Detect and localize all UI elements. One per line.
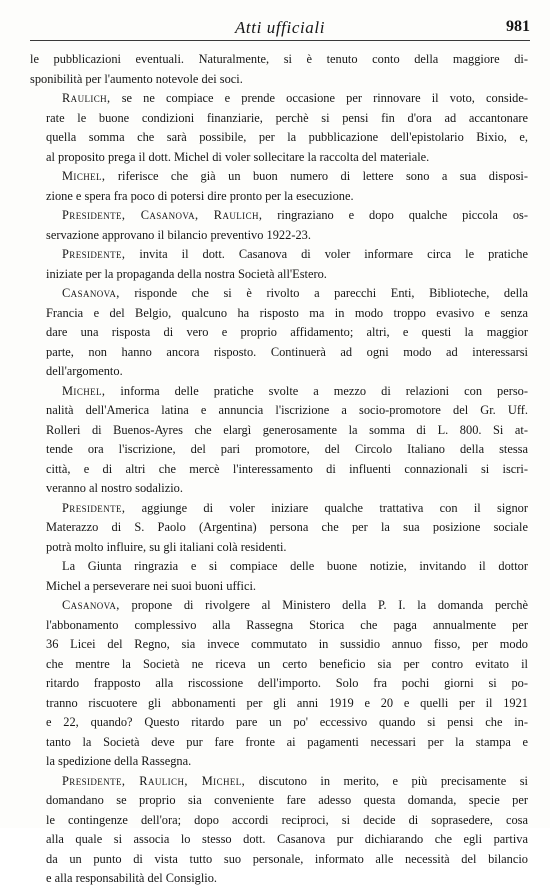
running-header xyxy=(30,18,530,41)
line-text: e alla responsabilità del Consiglio. xyxy=(46,871,218,885)
text-line xyxy=(30,460,528,480)
paragraph xyxy=(30,596,528,772)
text-line xyxy=(30,752,528,772)
text-line xyxy=(30,323,528,343)
speaker-name: Michel, xyxy=(62,383,106,398)
line-text: ringraziano e dopo qualche piccola os- xyxy=(262,208,528,222)
line-text: Materazzo di S. Paolo (Argentina) persona che per la sua posizione sociale xyxy=(46,520,528,534)
text-line xyxy=(30,674,528,694)
text-line xyxy=(30,655,528,675)
body-text xyxy=(30,50,528,889)
line-text: potrà molto influire, su gli italiani colà residenti. xyxy=(46,539,287,554)
text-line xyxy=(30,830,528,850)
line-text: sponibilità per l'aumento notevole dei soci. xyxy=(30,71,243,86)
line-text: servazione approvano il bilancio preventivo 1922-23. xyxy=(46,227,311,242)
line-text: le pubblicazioni eventuali. Naturalmente, si è tenuto conto della maggiore di- xyxy=(30,52,528,66)
text-line xyxy=(30,226,528,246)
text-line xyxy=(30,557,528,577)
line-text: la spedizione della Rassegna. xyxy=(46,754,192,768)
text-line xyxy=(30,167,528,187)
text-line xyxy=(30,304,528,324)
speaker-name: Presidente, Casanova, Raulich, xyxy=(62,208,263,222)
line-text: riferisce che già un buon numero di lettere sono a sua disposi- xyxy=(105,169,528,183)
line-text: che mentre la Società ne riceva un certo beneficio sia per contro evitato il xyxy=(46,656,528,671)
line-text: risponde che si è rivolto a parecchi Enti, Biblioteche, della xyxy=(119,286,528,300)
line-text: Rolleri di Buenos-Ayres che elargì generosamente la somma di L. 800. Si at- xyxy=(46,422,528,437)
paragraph xyxy=(30,50,528,89)
text-line xyxy=(30,616,528,636)
line-text: l'abbonamento complessivo alla Rassegna Storica che paga annualmente per xyxy=(46,617,528,632)
paragraph xyxy=(30,499,528,558)
text-line xyxy=(30,791,528,811)
text-line xyxy=(30,733,528,753)
paragraph xyxy=(30,167,528,206)
text-line xyxy=(30,499,528,519)
text-line xyxy=(30,713,528,733)
text-line xyxy=(30,362,528,382)
text-line xyxy=(30,694,528,714)
line-text: tende ora l'iscrizione, del pari promotore, del Circolo Italiano della stessa xyxy=(46,442,528,456)
line-text: informa delle pratiche svolte a mezzo di relazioni con perso- xyxy=(105,383,528,398)
line-text: zione e spera fra poco di potersi dire pronto per la esecuzione. xyxy=(46,188,354,203)
line-text: tranno riscuotere gli abbonamenti per gli anni 1919 e 20 e quelli per il 1921 xyxy=(46,695,528,710)
line-text: se ne compiace e prende occasione per rinnovare il voto, conside- xyxy=(110,91,528,105)
text-line xyxy=(30,128,528,148)
line-text: città, e di altri che mercè l'interessamento di influenti connazionali si iscri- xyxy=(46,461,528,476)
text-line xyxy=(30,479,528,499)
paragraph xyxy=(30,382,528,499)
paragraph xyxy=(30,557,528,596)
text-line xyxy=(30,109,528,129)
speaker-name: Presidente, xyxy=(62,500,126,515)
text-line xyxy=(30,187,528,207)
text-line xyxy=(30,382,528,402)
line-text: ritardo frapposto alla riscossione dell'importo. Solo fra pochi giorni si po- xyxy=(46,676,528,690)
speaker-name: Casanova, xyxy=(62,598,120,612)
line-text: veranno al nostro sodalizio. xyxy=(46,481,183,495)
text-line xyxy=(30,50,528,70)
text-line xyxy=(30,206,528,226)
speaker-name: Casanova, xyxy=(62,286,120,300)
line-text: parte, non hanno ancora risposto. Continuerà ad ogni modo ad interessarsi xyxy=(46,344,528,359)
line-text: le contingenze dell'ora; dopo accordi reciproci, si decide di soprasedere, cosa xyxy=(46,812,528,827)
line-text: e 22, quando? Questo ritardo pare un po' eccessivo quando si pensi che in- xyxy=(46,715,528,729)
text-line xyxy=(30,635,528,655)
paragraph xyxy=(30,284,528,382)
line-text: Francia e del Belgio, qualcuno ha risposto ma in modo troppo evasivo e senza xyxy=(46,305,528,320)
text-line xyxy=(30,811,528,831)
line-text: dare una risposta di vero e proprio affidamento; altri, e questi la maggior xyxy=(46,325,528,339)
text-line xyxy=(30,245,528,265)
line-text: La Giunta ringrazia e si compiace delle buone notizie, invitando il dottor xyxy=(62,559,528,573)
speaker-name: Raulich, xyxy=(62,91,111,105)
line-text: aggiunge di voler iniziare qualche trattativa con il signor xyxy=(125,500,528,515)
text-line xyxy=(30,772,528,792)
speaker-name: Presidente, xyxy=(62,247,126,261)
line-text: quella somma che sarà possibile, per la pubblicazione dell'epistolario Bixio, e, xyxy=(46,130,528,144)
text-line xyxy=(30,869,528,889)
paragraph xyxy=(30,772,528,889)
line-text: rate le buone condizioni finanziarie, perchè si pensi fin d'ora ad accantonare xyxy=(46,110,528,125)
text-line xyxy=(30,421,528,441)
text-line xyxy=(30,70,528,90)
line-text: iniziate per la propaganda della nostra Società all'Estero. xyxy=(46,266,327,281)
line-text: discutono in merito, e più precisamente si xyxy=(245,773,528,788)
text-line xyxy=(30,577,528,597)
text-line xyxy=(30,284,528,304)
text-line xyxy=(30,538,528,558)
text-line xyxy=(30,148,528,168)
text-line xyxy=(30,596,528,616)
speaker-name: Michel, xyxy=(62,169,106,183)
line-text: propone di rivolgere al Ministero della P. I. la domanda perchè xyxy=(119,598,528,612)
paragraph xyxy=(30,206,528,245)
text-line xyxy=(30,440,528,460)
paragraph xyxy=(30,245,528,284)
running-title: Atti ufficiali xyxy=(234,18,326,37)
line-text: alla quale si associa lo stesso dott. Casanova pur dichiarando che egli partiva xyxy=(46,832,528,846)
text-line xyxy=(30,343,528,363)
line-text: nalità dell'America latina e annuncia l'iscrizione a socio-promotore del Gr. Uff. xyxy=(46,403,528,417)
line-text: 36 Licei del Regno, sia invece commutato in sussidio annuo fisso, per modo xyxy=(46,637,528,651)
line-text: dell'argomento. xyxy=(46,364,123,378)
line-text: tanto la Società deve pur fare fronte ai pagamenti necessari per la stampa e xyxy=(46,734,528,749)
line-text: Michel a perseverare nei suoi buoni uffici. xyxy=(46,578,256,593)
text-line xyxy=(30,401,528,421)
paragraph xyxy=(30,89,528,167)
text-line xyxy=(30,89,528,109)
text-line xyxy=(30,518,528,538)
line-text: invita il dott. Casanova di voler informare circa le pratiche xyxy=(125,247,528,261)
line-text: da un punto di vista tutto suo personale, informato alle necessità del bilancio xyxy=(46,851,528,866)
page-number: 981 xyxy=(506,18,530,35)
line-text: al proposito prega il dott. Michel di voler sollecitare la raccolta del materiale. xyxy=(46,149,430,164)
text-line xyxy=(30,265,528,285)
text-line xyxy=(30,850,528,870)
line-text: domandano se proprio sia conveniente fare adesso questa domanda, specie per xyxy=(46,793,528,807)
speaker-name: Presidente, Raulich, Michel, xyxy=(62,773,246,788)
